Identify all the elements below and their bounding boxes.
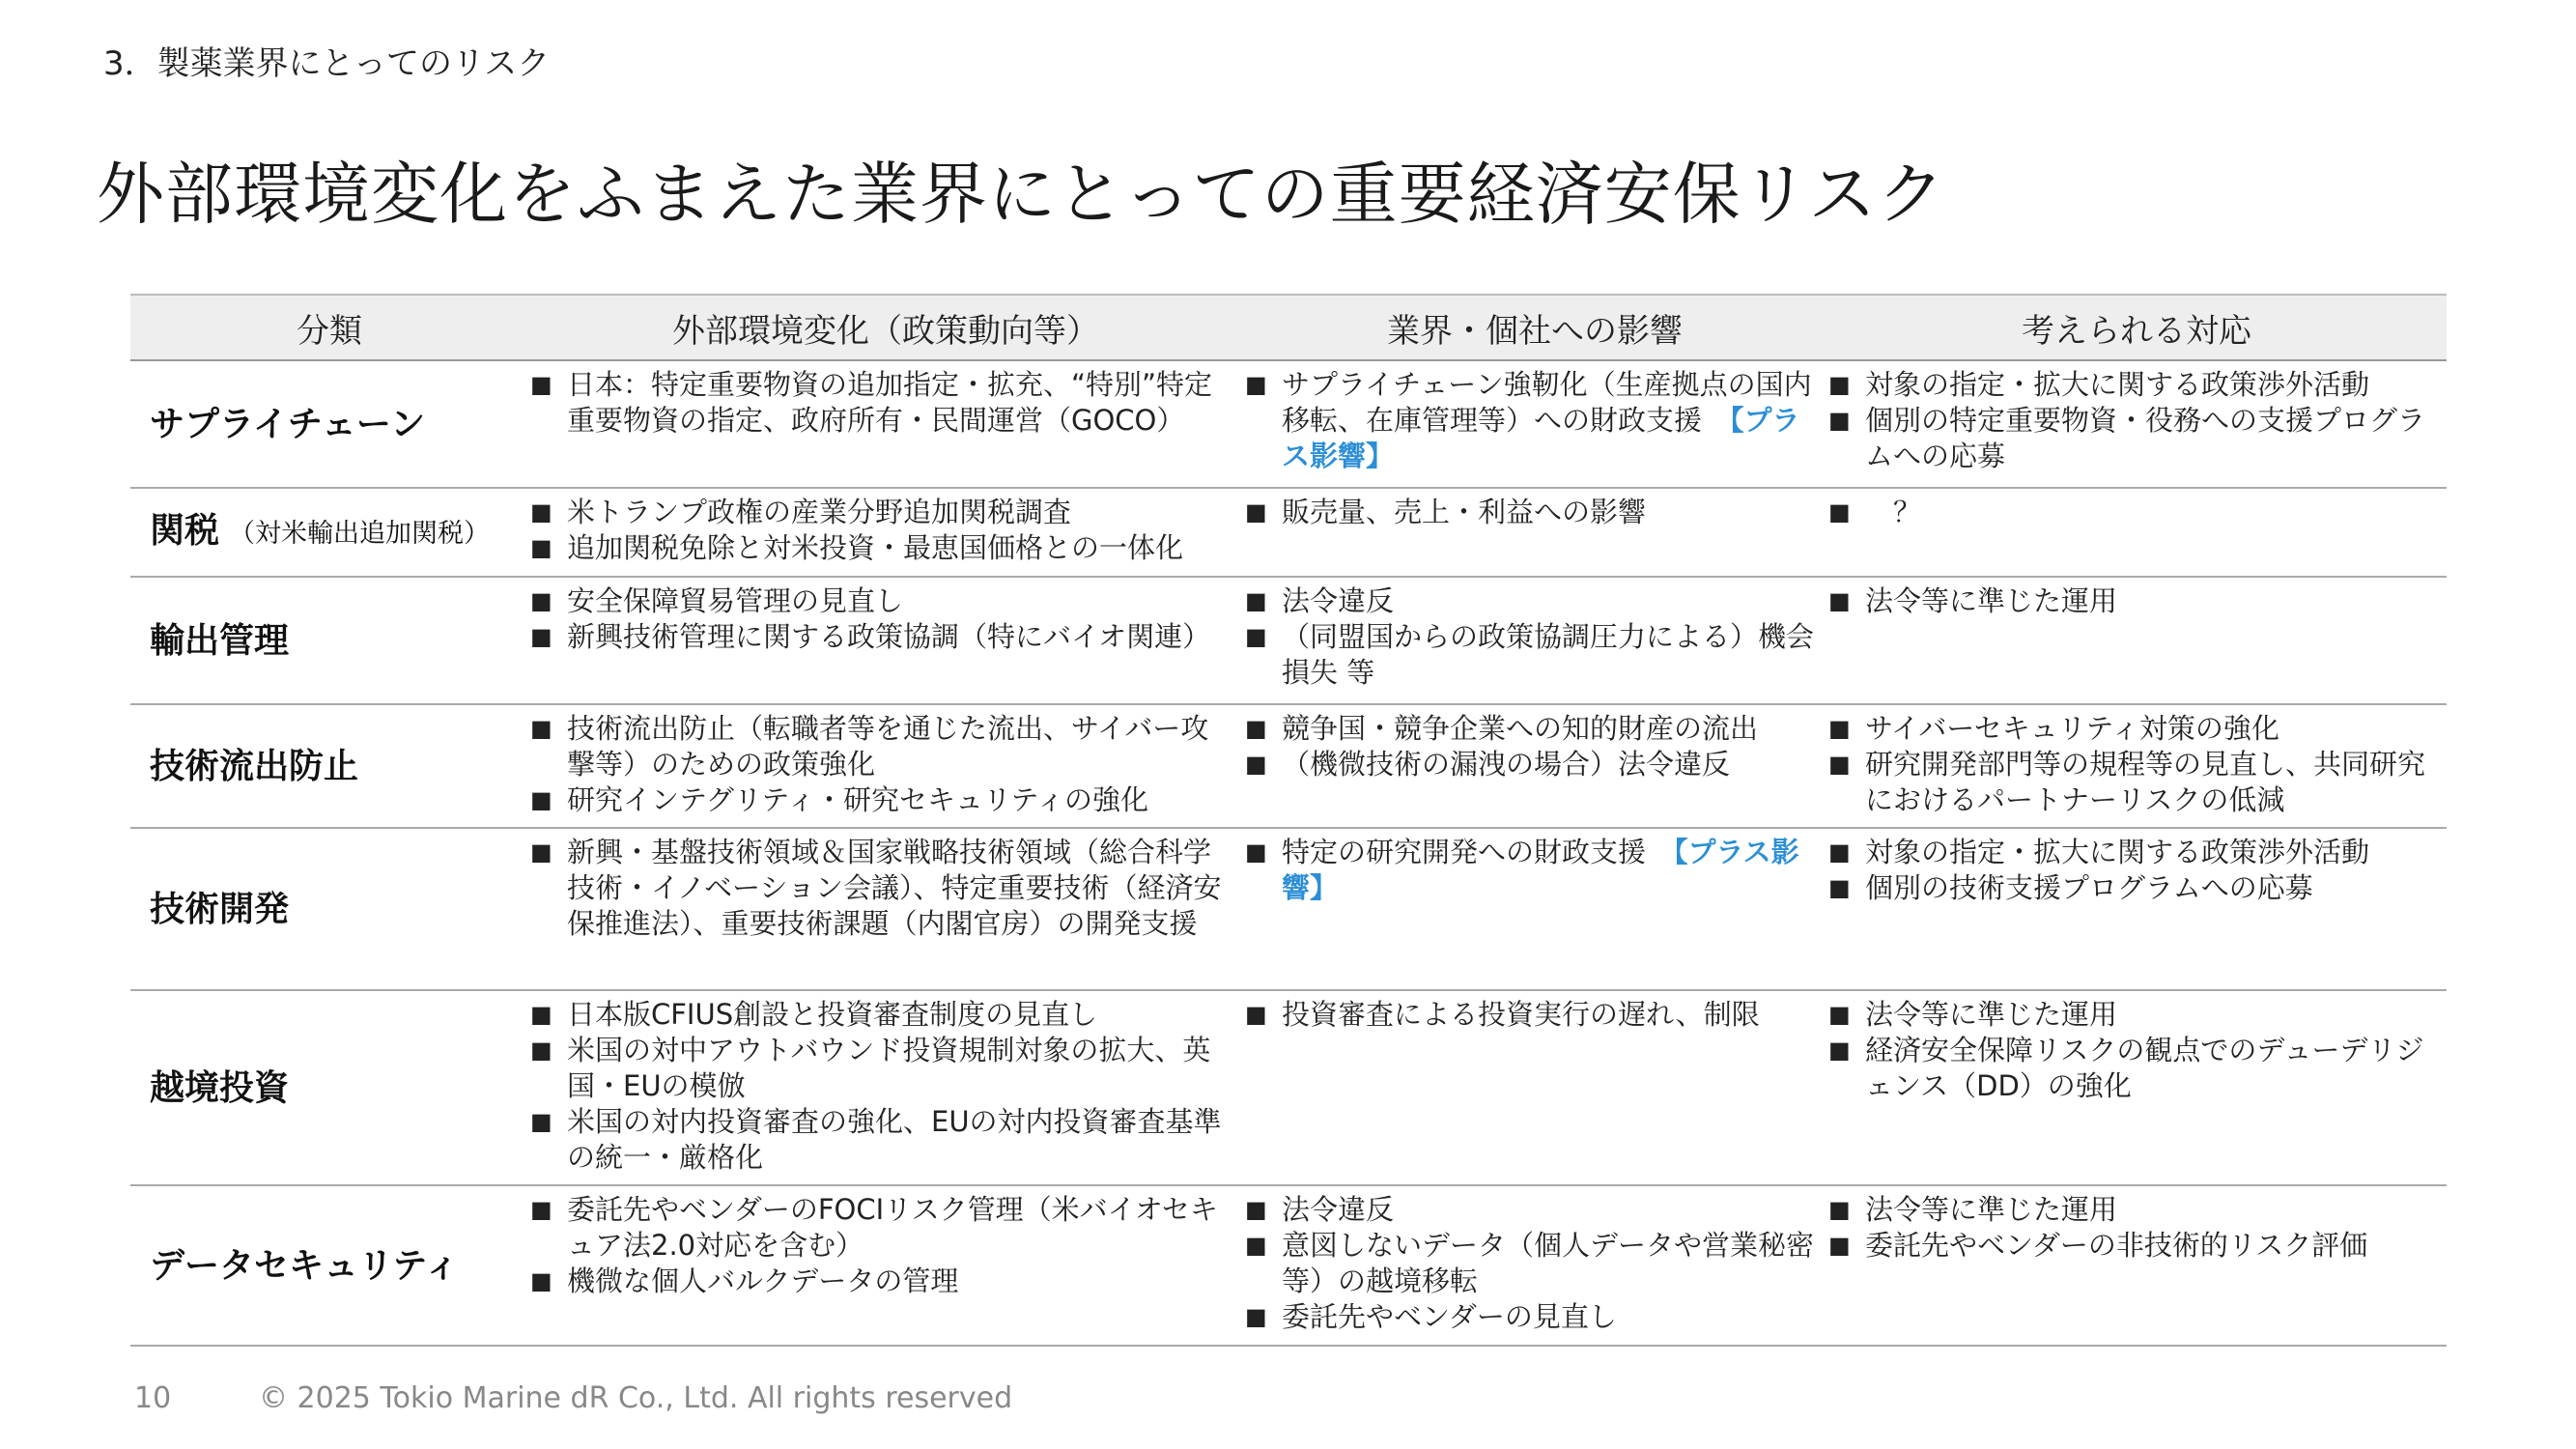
bullet-text: 米国の対内投資審査の強化、EUの対内投資審査基準の統一・厳格化 — [567, 1105, 1222, 1174]
bullet-item — [1243, 495, 1815, 530]
bullet-list — [528, 711, 1231, 818]
square-bullet-icon: ■ — [530, 1001, 552, 1028]
bullet-item — [1243, 711, 1815, 747]
bullet-list — [1243, 711, 1815, 782]
bullet-text: 特定の研究開発への財政支援 — [1282, 836, 1675, 868]
table-body — [130, 360, 2447, 1346]
bullet-text: 法令等に準じた運用 — [1865, 1193, 2118, 1226]
bullet-item — [528, 1192, 1231, 1264]
row-category — [130, 360, 528, 488]
bullet-item — [1243, 997, 1815, 1033]
response-cell — [1826, 577, 2447, 704]
plus-impact-tag: 【プラス影響】 — [1282, 836, 1799, 904]
bullet-text: 追加関税免除と対米投資・最恵国価格との一体化 — [567, 531, 1184, 564]
bullet-list — [528, 583, 1231, 655]
square-bullet-icon: ■ — [530, 1196, 552, 1223]
square-bullet-icon: ■ — [1245, 1303, 1267, 1330]
bullet-item — [1826, 1033, 2435, 1104]
external-change-cell — [528, 990, 1243, 1185]
bullet-text: 個別の特定重要物資・役務への支援プログラムへの応募 — [1865, 404, 2426, 472]
table-row — [130, 577, 2447, 704]
bullet-list — [528, 367, 1231, 439]
table-row — [130, 990, 2447, 1185]
bullet-item — [528, 1104, 1231, 1176]
row-category — [130, 990, 528, 1185]
bullet-text: 米国の対中アウトバウンド投資規制対象の拡大、英国・EUの模倣 — [567, 1034, 1211, 1102]
square-bullet-icon: ■ — [1828, 1001, 1851, 1028]
square-bullet-icon: ■ — [530, 1037, 552, 1064]
row-category — [130, 1185, 528, 1346]
bullet-text: 対象の指定・拡大に関する政策渉外活動 — [1865, 836, 2370, 868]
bullet-item — [528, 997, 1231, 1033]
bullet-list — [1826, 583, 2435, 619]
section-label: 3．製薬業界にとってのリスク — [103, 44, 551, 83]
bullet-list — [1243, 583, 1815, 691]
square-bullet-icon: ■ — [1828, 1037, 1851, 1064]
header-impact: 業界・個社への影響 — [1243, 295, 1826, 360]
bullet-text: 法令等に準じた運用 — [1865, 584, 2118, 617]
square-bullet-icon: ■ — [1828, 838, 1851, 866]
bullet-item — [528, 530, 1231, 566]
response-cell — [1826, 488, 2447, 577]
bullet-text: 委託先やベンダーのFOCIリスク管理（米バイオセキュア法2.0対応を含む） — [567, 1193, 1218, 1262]
bullet-text: 対象の指定・拡大に関する政策渉外活動 — [1865, 368, 2370, 401]
square-bullet-icon: ■ — [1245, 838, 1267, 866]
category-note: （対米輸出追加関税） — [229, 519, 491, 549]
external-change-cell — [528, 1185, 1243, 1346]
square-bullet-icon: ■ — [1245, 498, 1267, 526]
square-bullet-icon: ■ — [1245, 371, 1267, 398]
bullet-text: 研究インテグリティ・研究セキュリティの強化 — [567, 783, 1149, 816]
bullet-list — [528, 495, 1231, 566]
square-bullet-icon: ■ — [530, 587, 552, 614]
bullet-text: 技術流出防止（転職者等を通じた流出、サイバー攻撃等）のための政策強化 — [567, 712, 1209, 781]
square-bullet-icon: ■ — [530, 534, 552, 561]
bullet-text: （機微技術の漏洩の場合）法令違反 — [1282, 748, 1731, 781]
bullet-item — [1243, 1228, 1815, 1299]
square-bullet-icon: ■ — [1828, 1232, 1851, 1259]
bullet-item — [1826, 835, 2435, 870]
square-bullet-icon: ■ — [530, 786, 552, 813]
square-bullet-icon: ■ — [1828, 715, 1851, 742]
bullet-item — [1826, 711, 2435, 747]
bullet-item — [1826, 367, 2435, 403]
header-response: 考えられる対応 — [1826, 295, 2447, 360]
bullet-item — [528, 367, 1231, 439]
square-bullet-icon: ■ — [1828, 874, 1851, 901]
bullet-item — [1243, 835, 1815, 906]
table-row — [130, 704, 2447, 828]
bullet-list — [1826, 997, 2435, 1104]
square-bullet-icon: ■ — [1828, 371, 1851, 398]
bullet-item — [1243, 747, 1815, 782]
square-bullet-icon: ■ — [530, 715, 552, 742]
square-bullet-icon: ■ — [1245, 1001, 1267, 1028]
bullet-text: 経済安全保障リスクの観点でのデューデリジェンス（DD）の強化 — [1865, 1034, 2424, 1102]
category-label: 越境投資 — [150, 1067, 290, 1108]
bullet-item — [1826, 870, 2435, 906]
bullet-item — [528, 495, 1231, 530]
bullet-list — [1243, 367, 1815, 474]
bullet-text: 委託先やベンダーの見直し — [1282, 1300, 1617, 1333]
bullet-list — [528, 1192, 1231, 1299]
impact-cell — [1243, 360, 1826, 488]
bullet-text: 販売量、売上・利益への影響 — [1282, 496, 1647, 528]
square-bullet-icon: ■ — [1245, 1196, 1267, 1223]
bullet-item — [1826, 1192, 2435, 1228]
category-label: データセキュリティ — [150, 1245, 460, 1286]
table-row — [130, 360, 2447, 488]
response-cell — [1826, 1185, 2447, 1346]
external-change-cell — [528, 828, 1243, 990]
bullet-text: 競争国・競争企業への知的財産の流出 — [1282, 712, 1759, 745]
square-bullet-icon: ■ — [1245, 623, 1267, 650]
page-title: 外部環境変化をふまえた業界にとっての重要経済安保リスク — [97, 155, 1946, 234]
bullet-item — [1826, 997, 2435, 1033]
bullet-text: 委託先やベンダーの非技術的リスク評価 — [1865, 1229, 2368, 1262]
bullet-list — [1243, 835, 1815, 906]
impact-cell — [1243, 488, 1826, 577]
plus-impact-tag: 【プラス影響】 — [1282, 404, 1800, 472]
row-category — [130, 488, 528, 577]
square-bullet-icon: ■ — [1245, 1232, 1267, 1259]
impact-cell — [1243, 704, 1826, 828]
square-bullet-icon: ■ — [530, 498, 552, 526]
bullet-text: 新興技術管理に関する政策協調（特にバイオ関連） — [567, 620, 1211, 653]
impact-cell — [1243, 577, 1826, 704]
bullet-list — [1243, 495, 1815, 530]
bullet-item — [1243, 1192, 1815, 1228]
category-label: 輸出管理 — [150, 620, 290, 661]
table-row — [130, 828, 2447, 990]
response-cell — [1826, 828, 2447, 990]
square-bullet-icon: ■ — [530, 371, 552, 398]
bullet-list — [1243, 997, 1815, 1033]
bullet-list — [1826, 495, 2435, 530]
response-cell — [1826, 704, 2447, 828]
row-category — [130, 704, 528, 828]
bullet-text: 投資審査による投資実行の遅れ、制限 — [1282, 998, 1760, 1031]
external-change-cell — [528, 704, 1243, 828]
bullet-item — [1243, 583, 1815, 619]
square-bullet-icon: ■ — [1245, 751, 1267, 778]
bullet-item — [1826, 747, 2435, 818]
square-bullet-icon: ■ — [1828, 498, 1851, 526]
bullet-item — [1826, 583, 2435, 619]
category-label: 技術流出防止 — [150, 746, 359, 786]
bullet-list — [1826, 367, 2435, 474]
square-bullet-icon: ■ — [1245, 715, 1267, 742]
external-change-cell — [528, 360, 1243, 488]
square-bullet-icon: ■ — [1828, 751, 1851, 778]
page-number: 10 — [134, 1381, 172, 1415]
category-label: 関税 — [150, 511, 220, 551]
bullet-item — [1826, 403, 2435, 474]
table-row — [130, 488, 2447, 577]
bullet-text: 日本版CFIUS創設と投資審査制度の見直し — [567, 998, 1098, 1031]
bullet-item — [528, 583, 1231, 619]
bullet-text: ？ — [1865, 496, 1922, 528]
bullet-text: （同盟国からの政策協調圧力による）機会損失 等 — [1282, 620, 1815, 689]
bullet-item — [528, 1264, 1231, 1299]
bullet-item — [1826, 495, 2435, 530]
bullet-text: 安全保障貿易管理の見直し — [567, 584, 904, 617]
bullet-list — [528, 835, 1231, 942]
impact-cell — [1243, 1185, 1826, 1346]
bullet-item — [1826, 1228, 2435, 1264]
external-change-cell — [528, 488, 1243, 577]
bullet-list — [1826, 835, 2435, 906]
bullet-text: 研究開発部門等の規程等の見直し、共同研究におけるパートナーリスクの低減 — [1865, 748, 2426, 816]
square-bullet-icon: ■ — [1245, 587, 1267, 614]
bullet-text: 法令違反 — [1282, 1193, 1395, 1226]
bullet-item — [528, 1033, 1231, 1104]
table-header-row — [130, 295, 2447, 360]
bullet-text: 米トランプ政権の産業分野追加関税調査 — [567, 496, 1072, 528]
copyright-notice: © 2025 Tokio Marine dR Co., Ltd. All rights reserved — [259, 1381, 1013, 1415]
bullet-text: 日本：特定重要物資の追加指定・拡充、“特別”特定重要物資の指定、政府所有・民間運営（GOCO） — [567, 368, 1213, 437]
square-bullet-icon: ■ — [1828, 407, 1851, 434]
bullet-text: 新興・基盤技術領域＆国家戦略技術領域（総合科学技術・イノベーション会議）、特定重要技術（経済安保推進法）、重要技術課題（内閣官房）の開発支援 — [567, 836, 1222, 940]
bullet-text: 個別の技術支援プログラムへの応募 — [1865, 871, 2313, 904]
bullet-list — [528, 997, 1231, 1176]
response-cell — [1826, 990, 2447, 1185]
bullet-item — [528, 835, 1231, 942]
row-category — [130, 577, 528, 704]
header-external-change: 外部環境変化（政策動向等） — [528, 295, 1243, 360]
external-change-cell — [528, 577, 1243, 704]
row-category — [130, 828, 528, 990]
bullet-text: サイバーセキュリティ対策の強化 — [1865, 712, 2279, 745]
bullet-text: 機微な個人バルクデータの管理 — [567, 1264, 959, 1297]
square-bullet-icon: ■ — [1828, 587, 1851, 614]
bullet-item — [528, 711, 1231, 782]
bullet-item — [528, 619, 1231, 655]
bullet-item — [1243, 619, 1815, 691]
bullet-text: 法令等に準じた運用 — [1865, 998, 2118, 1031]
square-bullet-icon: ■ — [1828, 1196, 1851, 1223]
category-label: サプライチェーン — [150, 404, 426, 444]
bullet-text: 意図しないデータ（個人データや営業秘密等）の越境移転 — [1282, 1229, 1815, 1297]
bullet-list — [1826, 711, 2435, 818]
impact-cell — [1243, 990, 1826, 1185]
category-label: 技術開発 — [150, 889, 290, 929]
bullet-item — [1243, 1299, 1815, 1335]
square-bullet-icon: ■ — [530, 1267, 552, 1294]
response-cell — [1826, 360, 2447, 488]
bullet-text: 法令違反 — [1282, 584, 1395, 617]
bullet-item — [528, 782, 1231, 818]
bullet-list — [1243, 1192, 1815, 1335]
risk-table — [130, 294, 2447, 1347]
bullet-text: サプライチェーン強靭化（生産拠点の国内移転、在庫管理等）への財政支援 — [1282, 368, 1812, 437]
square-bullet-icon: ■ — [530, 1108, 552, 1135]
header-category: 分類 — [130, 295, 528, 360]
square-bullet-icon: ■ — [530, 623, 552, 650]
table-row — [130, 1185, 2447, 1346]
bullet-item — [1243, 367, 1815, 474]
bullet-list — [1826, 1192, 2435, 1264]
impact-cell — [1243, 828, 1826, 990]
square-bullet-icon: ■ — [530, 838, 552, 866]
